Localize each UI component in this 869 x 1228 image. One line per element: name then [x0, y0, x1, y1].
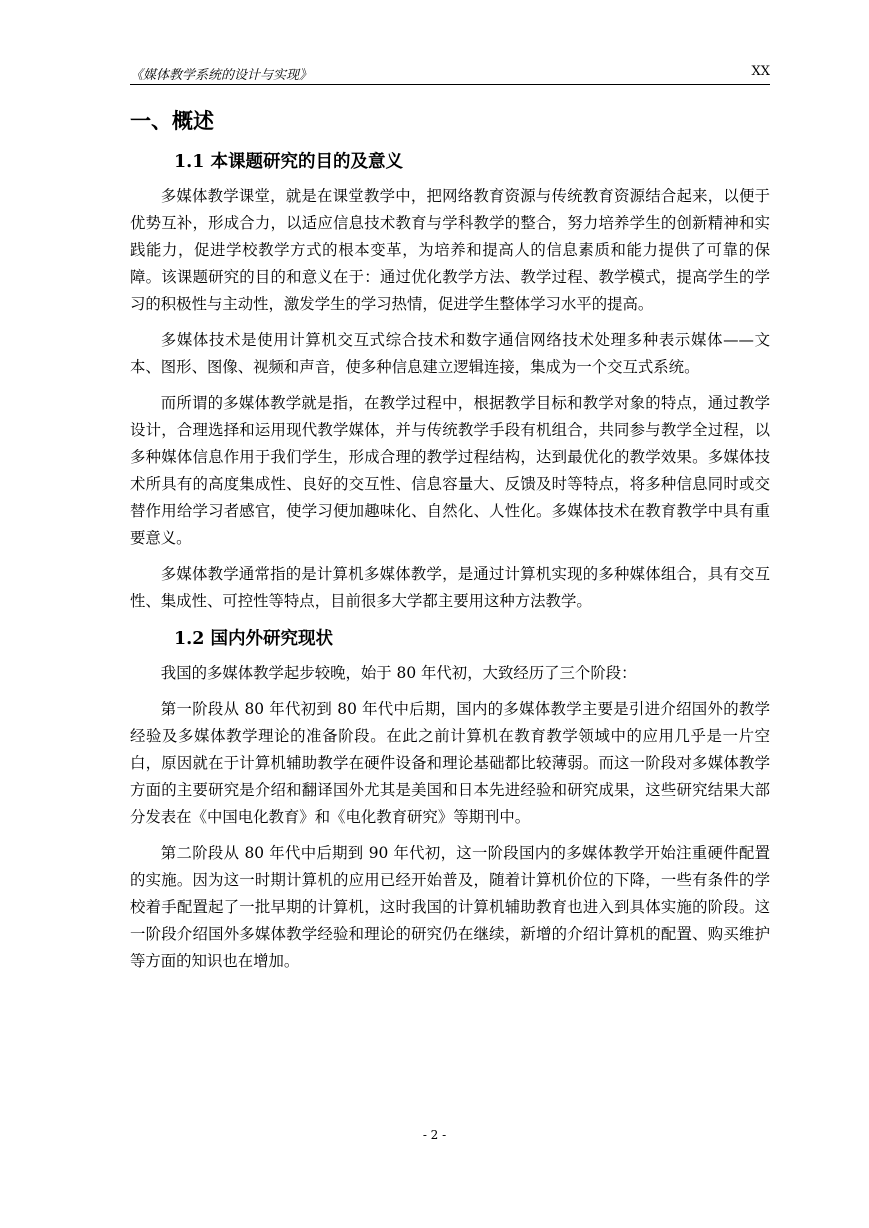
paragraph: 我国的多媒体教学起步较晚，始于 80 年代初，大致经历了三个阶段：	[160, 664, 637, 682]
page-header	[130, 62, 770, 85]
section-title: 一、概述	[130, 108, 214, 133]
paragraph: 多媒体教学课堂，就是在课堂教学中，把网络教育资源与传统教育资源结合起来，以便于优势互补，形成合力，以适应信息技术教育与学科教学的整合，努力培养学生的创新精神和实践能力，促进学校教学方式的根本变革，为培养和提高人的信息素质和能力提供了可靠的保障。该课题研究的目的和意义在于：通过优化教学方法、教学过程、教学模式，提高学生的学习的积极性与主动性，激发学生的学习热情，促进学生整体学习水平的提高。	[130, 187, 770, 313]
paragraph: 第二阶段从 80 年代中后期到 90 年代初，这一阶段国内的多媒体教学开始注重硬件配置的实施。因为这一时期计算机的应用已经开始普及，随着计算机价位的下降，一些有条件的学校着手配置起了一批早期的计算机，这时我国的计算机辅助教育也进入到具体实施的阶段。这一阶段介绍国外多媒体教学经验和理论的研究仍在继续，新增的介绍计算机的配置、购买维护等方面的知识也在增加。	[130, 844, 770, 970]
header-document-title: 《媒体教学系统的设计与实现》	[130, 68, 313, 83]
header-author: XX	[751, 64, 770, 79]
page-number: - 2 -	[422, 1128, 447, 1142]
document-body	[130, 105, 770, 984]
paragraph: 多媒体教学通常指的是计算机多媒体教学，是通过计算机实现的多种媒体组合，具有交互性、集成性、可控性等特点，目前很多大学都主要用这种方法教学。	[130, 565, 770, 610]
paragraph: 而所谓的多媒体教学就是指，在教学过程中，根据教学目标和教学对象的特点，通过教学设计，合理选择和运用现代教学媒体，并与传统教学手段有机组合，共同参与教学全过程，以多种媒体信息作用于我们学生，形成合理的教学过程结构，达到最优化的教学效果。多媒体技术所具有的高度集成性、良好的交互性、信息容量大、反馈及时等特点，将多种信息同时或交替作用给学习者感官，使学习便加趣味化、自然化、人性化。多媒体技术在教育教学中具有重要意义。	[130, 394, 770, 547]
subsection-title-1-2: 1.2 国内外研究现状	[174, 629, 334, 649]
subsection-title-1-1: 1.1 本课题研究的目的及意义	[174, 152, 404, 172]
paragraph: 多媒体技术是使用计算机交互式综合技术和数字通信网络技术处理多种表示媒体——文本、图形、图像、视频和声音，使多种信息建立逻辑连接，集成为一个交互式系统。	[130, 331, 770, 376]
paragraph: 第一阶段从 80 年代初到 80 年代中后期，国内的多媒体教学主要是引进介绍国外的教学经验及多媒体教学理论的准备阶段。在此之前计算机在教育教学领域中的应用几乎是一片空白，原因就在于计算机辅助教学在硬件设备和理论基础都比较薄弱。而这一阶段对多媒体教学方面的主要研究是介绍和翻译国外尤其是美国和日本先进经验和研究成果，这些研究结果大部分发表在《中国电化教育》和《电化教育研究》等期刊中。	[130, 700, 770, 826]
